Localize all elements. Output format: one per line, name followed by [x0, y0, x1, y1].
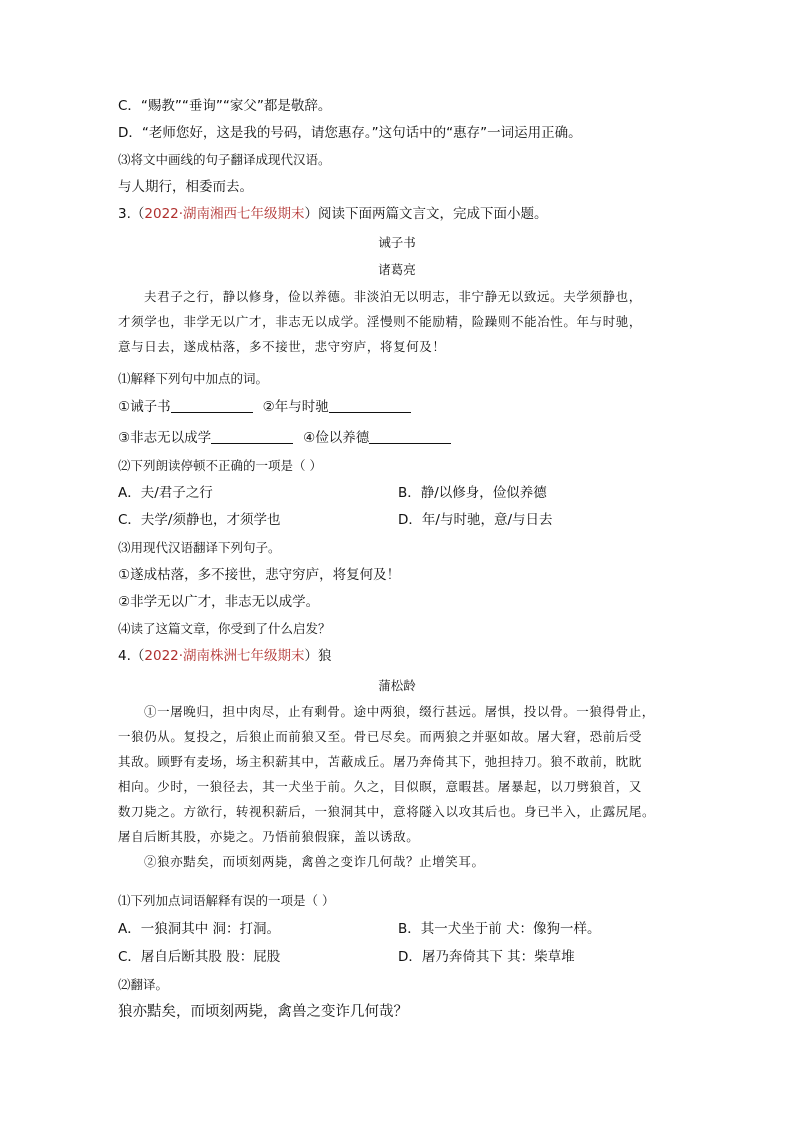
q4-text-line: 其敌。顾野有麦场，场主积薪其中，苫蔽成丘。屠乃奔倚其下，弛担持刀。狼不敢前，眈眈	[118, 754, 643, 769]
q4-source-link[interactable]: 2022·湖南株洲七年级期末	[144, 648, 305, 664]
q3-sub1-prompt: ⑴解释下列句中加点的词。	[118, 371, 269, 386]
q3-sub1-item: ①诫子书	[118, 399, 171, 415]
q3-sub2-option-d: D．年/与时驰，意/与日去	[398, 512, 553, 528]
q3-sub1-row1	[118, 398, 421, 416]
q4-text-line: 屠自后断其股，亦毙之。乃悟前狼假寐，盖以诱敌。	[118, 829, 420, 844]
q4-text-line: 一狼仍从。复投之，后狼止而前狼又至。骨已尽矣。而两狼之并驱如故。屠大窘，恐前后受	[118, 729, 643, 744]
answer-blank[interactable]	[369, 430, 451, 444]
q4-text-para2: ②狼亦黠矣，而顷刻两毙，禽兽之变诈几何哉？止增笑耳。	[144, 854, 485, 869]
answer-blank[interactable]	[171, 399, 253, 413]
q3-sub2-option-a: A．夫/君子之行	[118, 485, 213, 501]
q3-number: 3.（	[118, 206, 145, 222]
q3-sub3-item-1: ①遂成枯落，多不接世，悲守穷庐，将复何及！	[118, 567, 401, 583]
answer-blank[interactable]	[211, 430, 293, 444]
q3-sub2-prompt: ⑵下列朗读停顿不正确的一项是（ ）	[118, 458, 322, 473]
q3-text-line: 才须学也，非学无以广才，非志无以成学。淫慢则不能励精，险躁则不能冶性。年与时驰，	[118, 314, 643, 329]
q4-number: 4.（	[118, 648, 145, 664]
q3-sub2-option-b: B．静/以修身，俭似养德	[398, 485, 547, 501]
q3-sub1-item: ②年与时驰	[262, 399, 329, 415]
q4-sub1-option-a: A．一狼洞其中 洞：打洞。	[118, 921, 281, 937]
q4-sub2-sentence: 狼亦黠矣，而顷刻两毙，禽兽之变诈几何哉？	[118, 1004, 408, 1020]
q4-text-line: ①一屠晚归，担中肉尽，止有剩骨。途中两狼，缀行甚远。屠惧，投以骨。一狼得骨止，	[144, 704, 655, 719]
q4-text-line: 数刀毙之。方欲行，转视积薪后，一狼洞其中，意将隧入以攻其后也。身已半入，止露尻尾。	[118, 804, 656, 819]
q4-sub1-option-d: D．屠乃奔倚其下 其：柴草堆	[398, 949, 575, 965]
q4-sub1-option-b: B．其一犬坐于前 犬：像狗一样。	[398, 921, 601, 937]
q3-author: 诸葛亮	[378, 262, 416, 277]
q3-source-link[interactable]: 2022·湖南湘西七年级期末	[144, 206, 305, 222]
q3-sub4-prompt: ⑷读了这篇文章，你受到了什么启发？	[118, 621, 331, 636]
q3-sub1-row2	[118, 429, 461, 447]
q4-sub2-prompt: ⑵翻译。	[118, 977, 169, 992]
q3-sub3-item-2: ②非学无以广才，非志无以成学。	[118, 594, 320, 610]
q2-option-d: D．“老师您好，这是我的号码，请您惠存。”这句话中的“惠存”一词运用正确。	[118, 125, 582, 141]
q2-sub3-prompt: ⑶将文中画线的句子翻译成现代汉语。	[118, 152, 331, 167]
q4-intro: ）狼	[304, 648, 332, 664]
q4-header	[118, 647, 332, 665]
q3-text-line: 意与日去，遂成枯落，多不接世，悲守穷庐，将复何及！	[118, 339, 446, 354]
q4-sub1-prompt: ⑴下列加点词语解释有误的一项是（ ）	[118, 893, 335, 908]
q3-header	[118, 205, 548, 223]
q2-option-c: C．“赐教”“垂询”“家父”都是敬辞。	[118, 98, 332, 114]
q3-sub3-prompt: ⑶用现代汉语翻译下列句子。	[118, 540, 281, 555]
q2-sentence: 与人期行，相委而去。	[118, 179, 253, 195]
q4-text-line: 相向。少时，一狼径去，其一犬坐于前。久之，目似瞑，意暇甚。屠暴起，以刀劈狼首，又	[118, 779, 643, 794]
answer-blank[interactable]	[329, 399, 411, 413]
q4-author: 蒲松龄	[378, 678, 416, 693]
q3-sub1-item: ③非志无以成学	[118, 430, 212, 446]
q3-text-line: 夫君子之行，静以修身，俭以养德。非淡泊无以明志，非宁静无以致远。夫学须静也，	[144, 289, 642, 304]
q3-sub1-item: ④俭以养德	[303, 430, 370, 446]
q4-classical-text	[118, 699, 678, 874]
q3-sub2-option-c: C．夫学/须静也，才须学也	[118, 512, 281, 528]
q3-classical-text	[118, 284, 678, 359]
q3-intro: ）阅读下面两篇文言文，完成下面小题。	[304, 206, 548, 222]
q4-sub1-option-c: C．屠自后断其股 股：屁股	[118, 949, 281, 965]
q3-title: 诫子书	[378, 235, 416, 250]
